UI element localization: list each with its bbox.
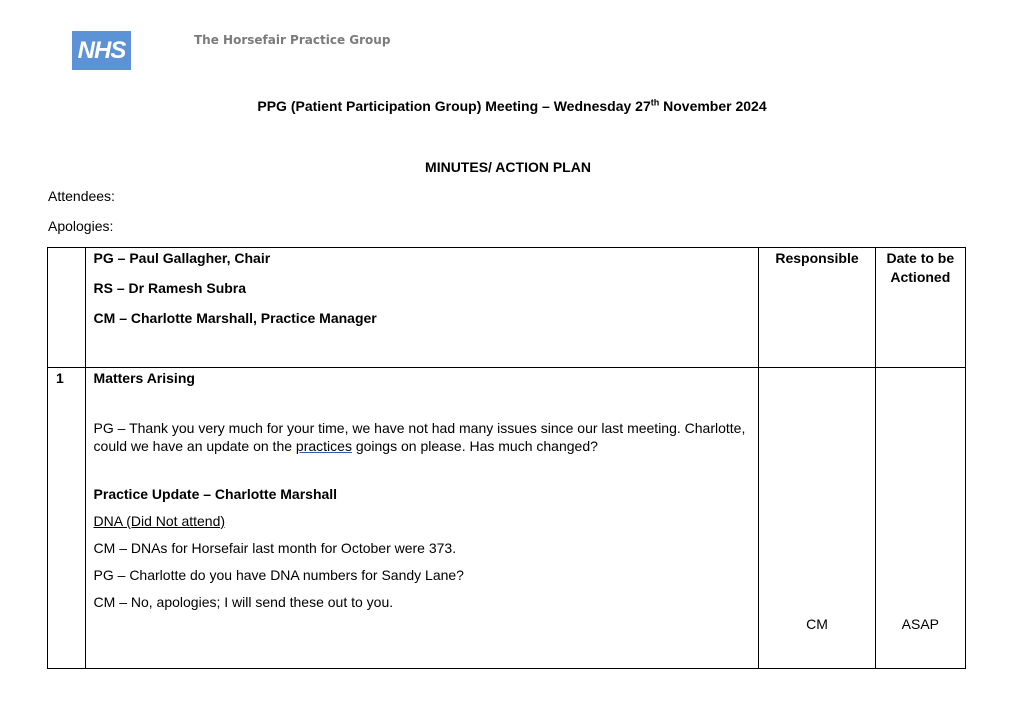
number-header-cell <box>48 248 86 368</box>
item-title: Matters Arising <box>93 370 195 386</box>
responsible-header-label: Responsible <box>775 250 859 266</box>
date-value: ASAP <box>901 616 939 632</box>
meeting-title-month: November 2024 <box>659 98 767 114</box>
date-header-line1: Date to be <box>886 250 955 266</box>
responsible-header <box>759 248 875 368</box>
item-number: 1 <box>48 368 86 669</box>
date-header <box>875 248 965 368</box>
date-cell <box>875 368 965 669</box>
dna-heading: DNA (Did Not attend) <box>93 513 226 529</box>
pg-comment <box>94 419 753 455</box>
pg-comment-text-end: goings on please. Has much changed? <box>351 438 598 454</box>
table-row <box>48 368 966 669</box>
meeting-title <box>0 98 1024 114</box>
dna-line: CM – No, apologies; I will send these out to you. <box>93 594 394 610</box>
table-header-row <box>48 248 966 368</box>
apologies-label: Apologies: <box>48 218 114 234</box>
date-header-line2: Actioned <box>890 269 951 285</box>
pg-comment-flagged-word: practices <box>295 438 352 454</box>
attendee-item: PG – Paul Gallagher, Chair <box>93 250 271 266</box>
attendees-list-cell <box>85 248 759 368</box>
practice-name: The Horsefair Practice Group <box>194 33 391 47</box>
minutes-title: MINUTES/ ACTION PLAN <box>425 159 591 175</box>
responsible-cell <box>759 368 875 669</box>
attendee-item: RS – Dr Ramesh Subra <box>93 280 247 296</box>
pg-comment-text: PG – Thank you very much for your time, we have not had many issues since our last meeting. Charlotte, could we have an update on the <box>93 420 746 454</box>
dna-line: PG – Charlotte do you have DNA numbers for Sandy Lane? <box>93 567 464 583</box>
item-content-cell <box>85 368 759 669</box>
attendees-label: Attendees: <box>48 188 115 204</box>
nhs-logo <box>72 31 131 70</box>
nhs-logo-text: NHS <box>77 36 126 64</box>
meeting-title-ordinal: th <box>650 97 660 108</box>
minutes-table <box>47 247 966 669</box>
dna-line: CM – DNAs for Horsefair last month for October were 373. <box>93 540 457 556</box>
meeting-title-main: PPG (Patient Participation Group) Meeting – Wednesday 27 <box>257 98 651 114</box>
responsible-value: CM <box>806 616 828 632</box>
attendee-item: CM – Charlotte Marshall, Practice Manager <box>93 310 377 326</box>
practice-update-heading: Practice Update – Charlotte Marshall <box>93 486 338 502</box>
